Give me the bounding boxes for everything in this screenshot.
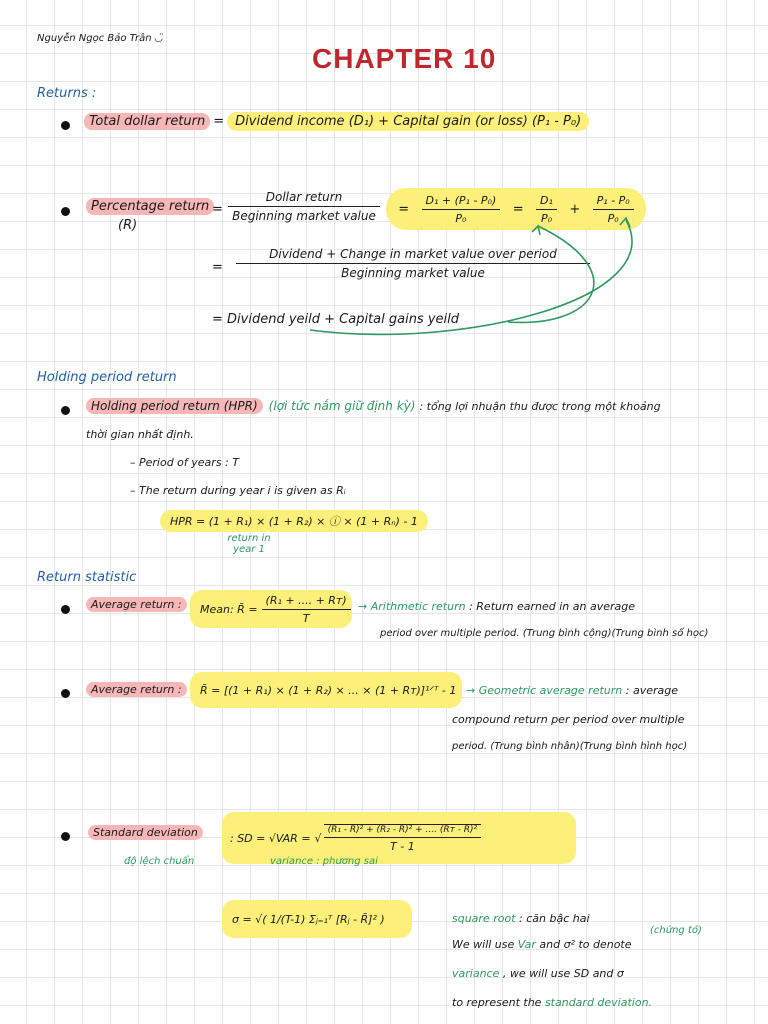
sigma-formula: σ = √( 1/(T-1) Σⱼ₌₁ᵀ [Rⱼ - R̄]² ): [222, 900, 412, 938]
sd-formula: : SD = √VAR = √ $\frac{\text{(R₁ - R̄)² + (R₂ - R̄)² + .... (Rт - R̄)²}}{T - 1}$: [222, 812, 576, 864]
geometric-description: : average: [625, 684, 678, 697]
hpr-label: Holding period return (HPR): [86, 398, 263, 414]
geometric-formula: R̄ = [(1 + R₁) × (1 + R₂) × ... × (1 + Rт)]¹ᐟᵀ - 1: [190, 672, 462, 708]
yield-decomposition: = Dividend yeild + Capital gains yeild: [212, 312, 460, 327]
note-line-2: [452, 967, 624, 980]
mean-formula: [190, 590, 352, 628]
total-dollar-return-row: [84, 112, 589, 131]
total-dollar-return-label: Total dollar return: [84, 113, 210, 130]
arithmetic-description-cont: period over multiple period. (Trung bình cộng)(Trung bình số học): [380, 628, 709, 639]
bullet: [61, 605, 70, 614]
fraction-denominator: Beginning market value: [341, 266, 485, 280]
arrow-to-dividend-yield: [508, 226, 594, 322]
average-return-label-2: Average return :: [86, 682, 187, 697]
fraction-denominator: T: [302, 611, 310, 625]
fraction-numerator: D₁ + (P₁ - P₀): [422, 194, 501, 210]
geometric-row: [466, 684, 678, 697]
note-variance: variance: [452, 967, 500, 980]
fraction-numerator: (R₁ + .... + Rт): [262, 594, 351, 610]
note-text: to represent the: [452, 996, 542, 1009]
mean-lhs: Mean: R̄ =: [200, 602, 258, 616]
standard-deviation-label: Standard deviation: [88, 825, 203, 840]
hpr-period-item: – Period of years : T: [130, 456, 239, 469]
author-name: Nguyễn Ngọc Bảo Trân ◡̈: [37, 33, 163, 44]
percentage-return-label: Percentage return: [86, 198, 214, 215]
hpr-description-cont: thời gian nhất định.: [86, 428, 194, 441]
equals-sign: =: [212, 202, 223, 217]
sd-lhs: : SD = √VAR =: [230, 831, 311, 845]
note-line-3: [452, 996, 652, 1009]
equals-sign: =: [512, 201, 524, 217]
arithmetic-description: : Return earned in an average: [469, 600, 635, 613]
bullet: [61, 121, 70, 130]
square-root-label: square root: [452, 912, 516, 925]
page-title: CHAPTER 10: [312, 43, 497, 74]
hpr-formula: HPR = (1 + R₁) × (1 + R₂) × ⓘ × (1 + Rₙ) - 1: [160, 510, 428, 532]
fraction-denominator: P₀: [455, 211, 467, 225]
equals-sign: =: [213, 114, 225, 129]
sd-vietnamese: độ lệch chuẩn: [124, 856, 195, 867]
bullet: [61, 406, 70, 415]
equals-sign: =: [212, 260, 223, 275]
note-standard-deviation: standard deviation.: [544, 996, 653, 1009]
geometric-description-2: compound return per period over multiple: [452, 713, 685, 726]
arithmetic-row: [358, 600, 635, 613]
bullet: [61, 207, 70, 216]
fraction-numerator: D₁: [536, 194, 557, 210]
fraction-numerator: Dollar return: [228, 190, 380, 207]
geometric-return-label: → Geometric average return: [466, 684, 623, 697]
arrow-to-capital-gain-yield: [310, 220, 632, 334]
bullet: [61, 689, 70, 698]
section-heading-return-statistic: Return statistic: [37, 570, 137, 585]
percentage-return-symbol: (R): [118, 218, 138, 233]
note-text: and σ² to denote: [539, 938, 632, 951]
hpr-note: return in year 1: [227, 533, 271, 555]
hpr-vietnamese: (lợi tức nắm giữ định kỳ): [268, 399, 416, 413]
square-root-row: [452, 912, 590, 925]
fraction-denominator: P₀: [607, 211, 619, 225]
fraction-numerator: P₁ - P₀: [593, 194, 634, 210]
section-heading-hpr: Holding period return: [37, 370, 177, 385]
note-text: , we will use SD and σ: [502, 967, 624, 980]
fraction-denominator: P₀: [540, 211, 552, 225]
bullet: [61, 832, 70, 841]
hpr-definition-row: [86, 398, 661, 414]
equals-sign: =: [398, 201, 410, 217]
plus-sign: +: [569, 201, 581, 217]
geometric-description-3: period. (Trung bình nhân)(Trung bình hình học): [452, 741, 688, 752]
fraction-denominator: Beginning market value: [232, 209, 376, 223]
note-var: Var: [517, 938, 536, 951]
hpr-return-item: – The return during year i is given as Rᵢ: [130, 484, 346, 497]
hpr-description: : tổng lợi nhuận thu được trong một khoảng: [419, 399, 661, 413]
section-heading-returns: Returns :: [37, 86, 97, 101]
fraction-denominator: T - 1: [390, 839, 415, 853]
square-root-vietnamese: : căn bậc hai: [519, 912, 590, 925]
note-line-1: [452, 938, 632, 951]
average-return-label: Average return :: [86, 597, 187, 612]
note-text: We will use: [452, 938, 515, 951]
total-dollar-return-formula: Dividend income (D₁) + Capital gain (or loss) (P₁ - P₀): [227, 112, 589, 131]
variance-vietnamese: variance : phương sai: [270, 856, 378, 867]
arithmetic-return-label: → Arithmetic return: [358, 600, 466, 613]
fraction-numerator: Dividend + Change in market value over period: [236, 247, 590, 264]
arrowhead: [532, 226, 540, 235]
chung-to-note: (chứng tỏ): [650, 925, 702, 936]
connector-arrows: [300, 210, 640, 340]
fraction-numerator: (R₁ - R̄)² + (R₂ - R̄)² + .... (Rт - R̄)²: [324, 825, 482, 838]
